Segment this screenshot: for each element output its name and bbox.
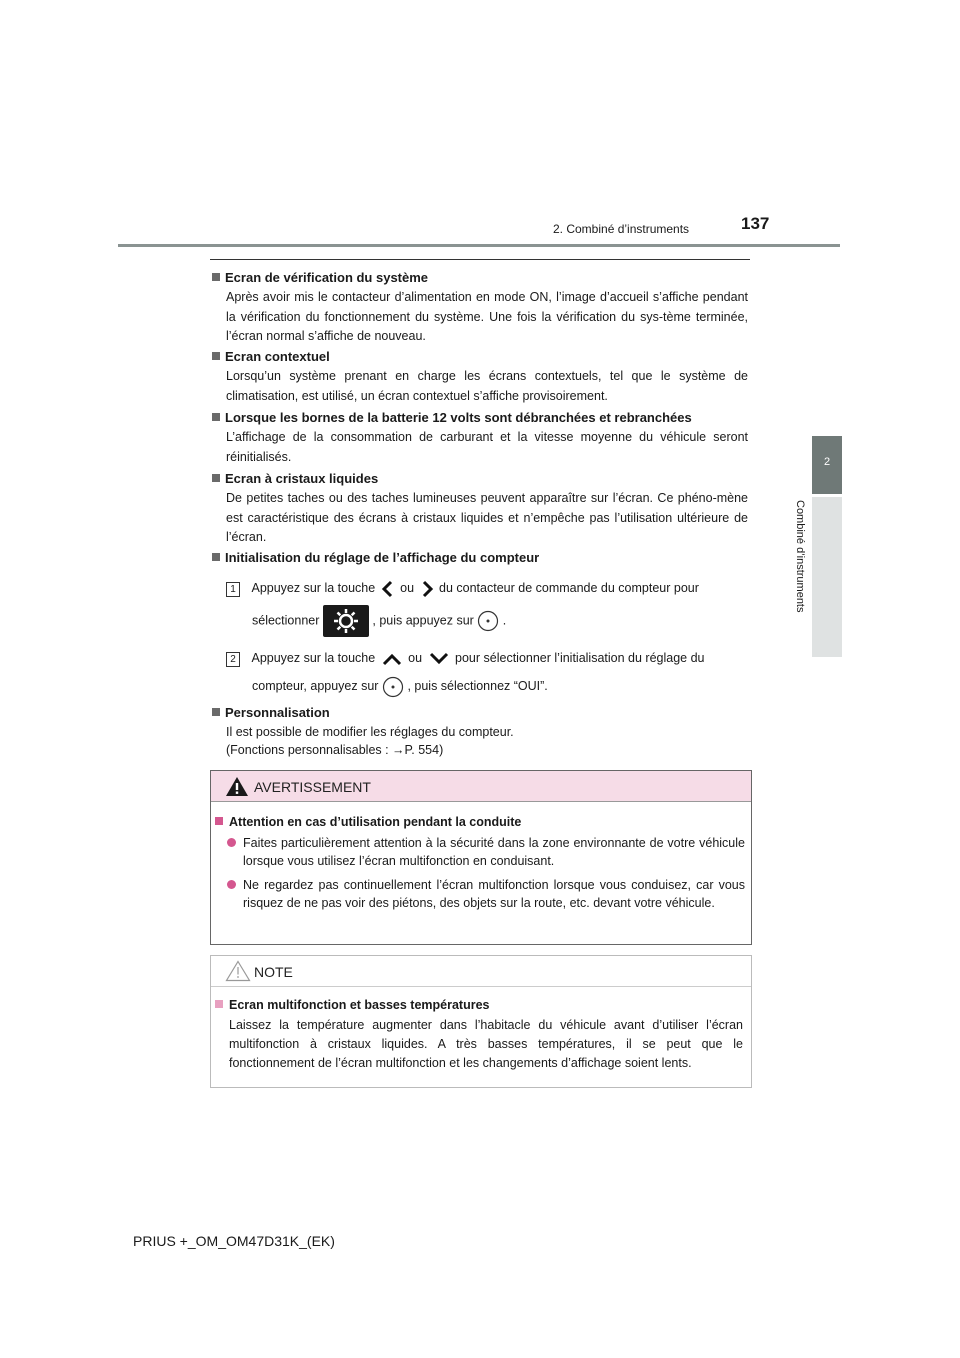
enter-button-icon: [477, 610, 499, 632]
step-text: Appuyez sur la touche: [251, 651, 376, 665]
section-title: Ecran à cristaux liquides: [225, 471, 379, 486]
content-top-rule: [210, 259, 750, 260]
section-popup-screen: [212, 348, 748, 406]
section-title: Lorsque les bornes de la batterie 12 volts sont débranchées et rebranchées: [225, 410, 692, 425]
warning-bullet: [225, 876, 745, 912]
warning-title: Attention en cas d’utilisation pendant la conduite: [229, 815, 522, 829]
section-body: De petites taches ou des taches lumineuses peuvent apparaître sur l’écran. Ce phéno-mène est caractéristique des écrans à cristaux liquides et n’empêche pas l’utilisation ultérieure de l’écran.: [226, 491, 748, 544]
round-bullet-icon: [227, 838, 236, 847]
chapter-tab-strip: [812, 497, 842, 657]
step-text: , puis appuyez sur: [372, 613, 474, 628]
warning-triangle-icon: [225, 776, 249, 797]
square-bullet-icon: [212, 352, 220, 360]
warning-heading: AVERTISSEMENT: [254, 779, 371, 795]
square-bullet-icon: [212, 273, 220, 281]
section-customization: [212, 704, 748, 759]
header-section-title: 2. Combiné d’instruments: [553, 222, 690, 236]
section-title: Personnalisation: [225, 705, 330, 720]
section-body-line: Il est possible de modifier les réglages du compteur.: [226, 725, 514, 739]
warning-bullet-text: Faites particulièrement attention à la sécurité dans la zone environnante de votre véhicule lorsque vous utilisez l’écran multifonction en conduisant.: [243, 836, 745, 868]
section-battery-terminals: [212, 409, 748, 467]
step-text: sélectionner: [252, 613, 320, 628]
step-2-line-2: [252, 675, 772, 698]
square-bullet-icon: [215, 1000, 223, 1008]
section-title: Ecran contextuel: [225, 349, 330, 364]
step-1: [226, 578, 746, 599]
step-2: [226, 648, 746, 668]
section-title: Initialisation du réglage de l’affichage du compteur: [225, 550, 540, 565]
section-title: Ecran de vérification du système: [225, 270, 429, 285]
square-bullet-icon: [212, 474, 220, 482]
section-system-check: [212, 269, 748, 347]
step-text: Appuyez sur la touche: [251, 581, 376, 595]
note-header: [211, 956, 751, 987]
step-text: pour sélectionner l’initialisation du réglage du: [455, 651, 705, 665]
section-meter-init: [212, 549, 748, 566]
settings-gear-icon: [323, 605, 369, 637]
step-text: .: [502, 613, 507, 628]
footer-document-code: PRIUS +_OM_OM47D31K_(EK): [133, 1233, 335, 1249]
square-bullet-icon: [212, 708, 220, 716]
chapter-tab-label: Combiné d’instruments: [794, 500, 806, 613]
caution-triangle-outline-icon: [225, 960, 251, 982]
chevron-down-icon: [426, 650, 452, 668]
note-title: Ecran multifonction et basses températures: [229, 998, 490, 1012]
note-box: [210, 955, 752, 1088]
square-bullet-icon: [212, 413, 220, 421]
enter-button-icon: [382, 676, 404, 698]
step-text: compteur, appuyez sur: [252, 679, 379, 693]
section-body: Après avoir mis le contacteur d’alimentation en mode ON, l’image d’accueil s’affiche pendant la vérification du fonctionnement du système. Une fois la vérification du sys-tème terminée, l’écran normal s’affiche de nouveau.: [226, 290, 748, 343]
page-number: 137: [741, 214, 770, 233]
section-lcd: [212, 470, 748, 548]
cross-reference-link[interactable]: (Fonctions personnalisables : →P. 554): [226, 743, 444, 757]
step-text: ou: [400, 581, 415, 595]
warning-bullet-text: Ne regardez pas continuellement l’écran multifonction lorsque vous conduisez, car vous risquez de ne pas voir des piétons, des objets sur la route, etc. devant votre véhicule.: [243, 878, 745, 910]
section-body: Lorsqu’un système prenant en charge les écrans contextuels, tel que le système de climatisation, est utilisé, un écran contextuel s’affiche provisoirement.: [226, 369, 748, 403]
section-body: L’affichage de la consommation de carburant et la vitesse moyenne du véhicule seront réinitialisés.: [226, 430, 748, 464]
warning-header: [211, 771, 751, 802]
chevron-left-icon: [379, 579, 397, 599]
step-text: , puis sélectionnez “OUI”.: [407, 679, 548, 693]
square-bullet-icon: [215, 817, 223, 825]
chevron-right-icon: [418, 579, 436, 599]
step-text: du contacteur de commande du compteur pour: [439, 581, 699, 595]
chevron-up-icon: [379, 650, 405, 668]
chapter-tab-number: 2: [823, 456, 831, 468]
step-text: ou: [408, 651, 423, 665]
step-1-line-2: [252, 605, 772, 637]
round-bullet-icon: [227, 880, 236, 889]
step-number: 1: [226, 582, 240, 597]
chapter-tab[interactable]: [812, 436, 842, 494]
step-number: 2: [226, 652, 240, 667]
warning-box: [210, 770, 752, 945]
note-body: Laissez la température augmenter dans l’habitacle du véhicule avant d’utiliser l’écran multifonction à cristaux liquides. A très basses températures, il se peut que le fonctionnement de l’écran multifonction et les changements d’affichage soient lents.: [229, 1018, 743, 1070]
warning-bullet: [225, 834, 745, 870]
note-heading: NOTE: [254, 964, 293, 980]
header-rule: [118, 244, 840, 247]
square-bullet-icon: [212, 553, 220, 561]
